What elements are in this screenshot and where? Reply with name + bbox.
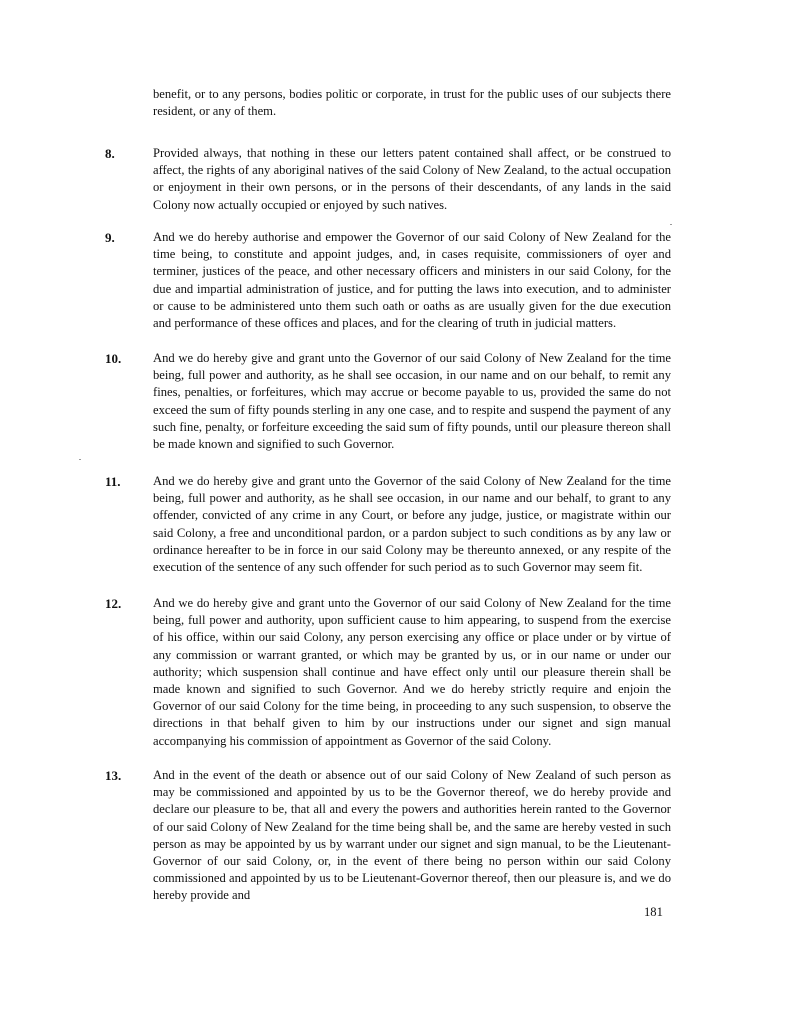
- scan-speck: [670, 224, 672, 225]
- scan-speck: [79, 459, 81, 460]
- clause-text: Provided always, that nothing in these our letters patent contained shall affect, or be construed to affect, the rights of any aboriginal natives of the said Colony of New Zealand, to the actual occupation or enjoyment in their own persons, or in the persons of their descendants, of any lands in the said Colony now actually occupied or enjoyed by such natives.: [153, 146, 671, 212]
- clause-number: 13.: [105, 768, 122, 783]
- clause-number: 8.: [105, 146, 115, 161]
- intro-paragraph: benefit, or to any persons, bodies politic or corporate, in trust for the public uses of our subjects there resident, or any of them.: [153, 87, 671, 119]
- clause-text: And we do hereby give and grant unto the Governor of our said Colony of New Zealand for the time being, full power and authority, upon sufficient cause to him appearing, to suspend from the exercise of his office, within our said Colony, any person exercising any office or place under or by virtue of any commission or warrant granted, or which may be granted by us, or in our name or under our authority; which suspension shall continue and have effect only until our pleasure therein shall be made known and signified to such Governor. And we do hereby strictly require and enjoin the Governor of our said Colony for the time being, in proceeding to any such suspension, to observe the directions in that behalf given to him by our instructions under our signet and sign manual accompanying his commission of appointment as Governor of the said Colony.: [153, 596, 671, 748]
- clause-text: And we do hereby give and grant unto the Governor of our said Colony of New Zealand for the time being, full power and authority, as he shall see occasion, in our name and on our behalf, to remit any fines, penalties, or forfeitures, which may accrue or become payable to us, provided the same do not exceed the sum of fifty pounds sterling in any one case, and to respite and suspend the payment of any such fine, penalty, or forfeiture exceeding the said sum of fifty pounds, until our pleasure thereon shall be made known and signified to such Governor.: [153, 351, 671, 452]
- clause-12: [105, 595, 671, 750]
- clause-number: 11.: [105, 474, 121, 489]
- clause-number: 10.: [105, 351, 122, 366]
- clause-number: 12.: [105, 596, 122, 611]
- clause-10: [105, 350, 671, 453]
- clause-number: 9.: [105, 230, 115, 245]
- clause-8: [105, 145, 671, 214]
- clause-text: And in the event of the death or absence out of our said Colony of New Zealand of such person as may be commissioned and appointed by us to be the Governor thereof, we do hereby provide and declare our pleasure to be, that all and every the powers and authorities herein ranted to the Governor of our said Colony of New Zealand for the time being shall be, and the same are hereby vested in such person as may be appointed by us by warrant under our signet and sign manual, to be the Lieutenant-Governor of our said Colony, or, in the event of there being no person within our said Colony commissioned and appointed by us to be Lieutenant-Governor thereof, then our pleasure is, and we do hereby provide and: [153, 768, 671, 903]
- clause-9: [105, 229, 671, 332]
- clause-text: And we do hereby give and grant unto the Governor of the said Colony of New Zealand for the time being, full power and authority, as he shall see occasion, in our name and our behalf, to grant to any offender, convicted of any crime in any Court, or before any judge, justice, or magistrate within our said Colony, a free and unconditional pardon, or a pardon subject to such conditions as by any law or ordinance hereafter to be in force in our said Colony may be thereunto annexed, or any respite of the execution of the sentence of any such offender for such period as to such Governor may seem fit.: [153, 474, 671, 575]
- clause-text: And we do hereby authorise and empower the Governor of our said Colony of New Zealand for the time being, to constitute and appoint judges, and, in cases requisite, commissioners of oyer and terminer, justices of the peace, and other necessary officers and ministers in our said Colony, for the due and impartial administration of justice, and for putting the laws into execution, and to administer or cause to be administered unto them such oath or oaths as are usually given for the due execution and performance of these offices and places, and for the clearing of truth in judicial matters.: [153, 230, 671, 331]
- page-number: 181: [644, 905, 663, 919]
- clause-11: [105, 473, 671, 576]
- clause-13: [105, 767, 671, 905]
